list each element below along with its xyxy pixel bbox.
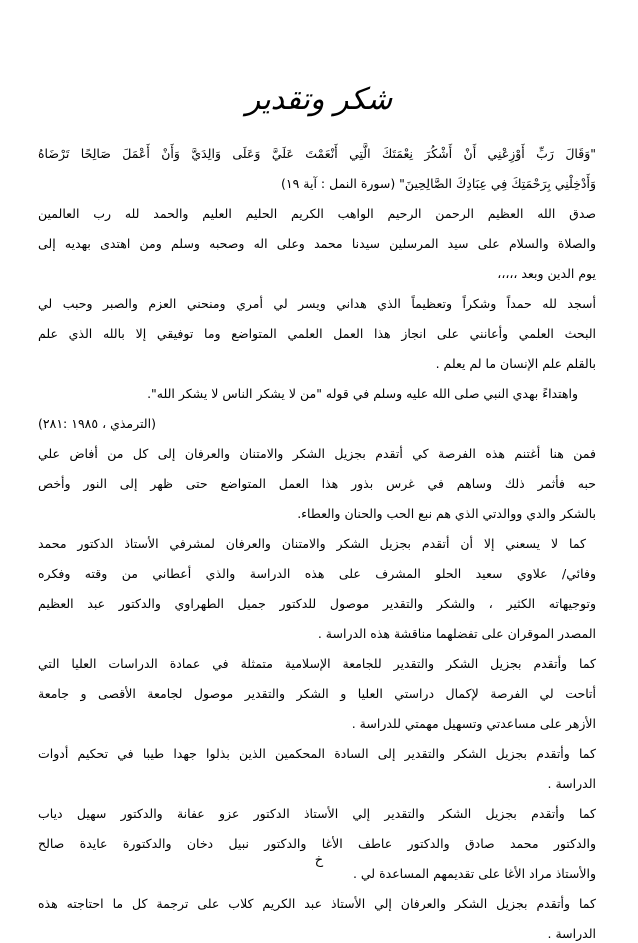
text-line-14: كما لا يسعني إلا أن أتقدم بجزيل الشكر والامتنان والعرفان لمشرفي الأستاذ الدكتور محمد xyxy=(38,536,586,551)
text-line-3: صدق الله العظيم الرحمن الرحيم الواهب الكريم الحليم العليم والحمد لله رب العالمين xyxy=(38,206,596,221)
citation-line: (الترمذي ، ١٩٨٥ :٢٨١) xyxy=(38,416,156,431)
text-line-16: وتوجيهاته الكثير ، والشكر والتقدير موصول للدكتور جميل الطهراوي والدكتور عبد العظيم xyxy=(38,596,596,611)
text-line-13: بالشكر والدي ووالدتي الذي هم نبع الحب والحنان والعطاء. xyxy=(297,506,596,521)
text-line-4: والصلاة والسلام على سيد المرسلين سيدنا محمد وعلى اله وصحبه وسلم ومن اهتدى بهديه إلى xyxy=(38,236,596,251)
text-line-27: الدراسة . xyxy=(547,926,596,941)
text-line-20: الأزهر على مساعدتي وتسهيل مهمتي للدراسة . xyxy=(351,716,596,731)
page-title: شكر وتقدير xyxy=(245,82,393,117)
text-line-19: أتاحت لي الفرصة لإكمال دراستي العليا و الشكر والتقدير موصول لجامعة الأقصى و جامعة xyxy=(38,686,596,701)
text-line-7: البحث العلمي وأعانني على انجاز هذا العمل العلمي المتواضع وما توفيقي إلا بالله الذي علم xyxy=(38,326,596,341)
text-line-8: بالقلم علم الإنسان ما لم يعلم . xyxy=(435,356,596,371)
text-line-12: حبه فأثمر ذلك وساهم في غرس بذور هذا العمل المتواضع حتى ظهر إلى النور وأخص xyxy=(38,476,596,491)
text-line-26: كما وأتقدم بجزيل الشكر والعرفان إلي الأستاذ عبد الكريم كلاب على ترجمة كل ما احتاجته هذه xyxy=(38,896,596,911)
text-line-18: كما وأتقدم بجزيل الشكر والتقدير للجامعة الإسلامية متمثلة في عمادة الدراسات العليا التي xyxy=(38,656,596,671)
text-line-15: وفائي/ علاوي سعيد الحلو المشرف على هذه الدراسة والذي أعطاني من وقته وفكره xyxy=(38,566,596,581)
text-line-9: واهتداءً بهدي النبي صلى الله عليه وسلم في قوله "من لا يشكر الناس لا يشكر الله". xyxy=(147,386,578,401)
text-line-22: الدراسة . xyxy=(547,776,596,791)
text-line-24: والدكتور محمد صادق والدكتور عاطف الأغا والدكتور نبيل دخان والدكتورة عايدة صالح xyxy=(38,836,596,851)
text-line-21: كما وأتقدم بجزيل الشكر والتقدير إلى السادة المحكمين الذين بذلوا جهدا طيبا في تحكيم أدوات xyxy=(38,746,596,761)
text-line-1: "وَقَالَ رَبِّ أَوْزِعْنِي أَنْ أَشْكُرَ نِعْمَتَكَ الَّتِي أَنْعَمْتَ عَلَيَّ وَعَلَى وَالِدَيَّ وَأَنْ أَعْمَلَ صَالِحًا تَرْضَاهُ xyxy=(38,146,596,161)
text-line-5: يوم الدين وبعد ،،،،، xyxy=(497,266,596,281)
text-line-23: كما وأتقدم بجزيل الشكر والتقدير إلي الأستاذ الدكتور عزو عفانة والدكتور سهيل دياب xyxy=(38,806,596,821)
text-line-2: وَأَدْخِلْنِي بِرَحْمَتِكَ فِي عِبَادِكَ الصَّالِحِينَ" (سورة النمل : آية ١٩) xyxy=(280,176,596,191)
text-line-17: المصدر الموقران على تفضلهما مناقشة هذه الدراسة . xyxy=(317,626,596,641)
text-line-25: والأستاذ مراد الأغا على تقديمهم المساعدة لي . xyxy=(352,866,596,881)
text-line-11: فمن هنا أغتنم هذه الفرصة كي أتقدم بجزيل الشكر والامتنان والعرفان إلى كل من أفاض علي xyxy=(38,446,596,461)
text-line-6: أسجد لله حمداً وشكراً وتعظيماً الذي هداني ويسر لي أمري ومنحني العزم والصبر وحبب لي xyxy=(38,296,596,311)
page-number: خ xyxy=(314,853,324,868)
